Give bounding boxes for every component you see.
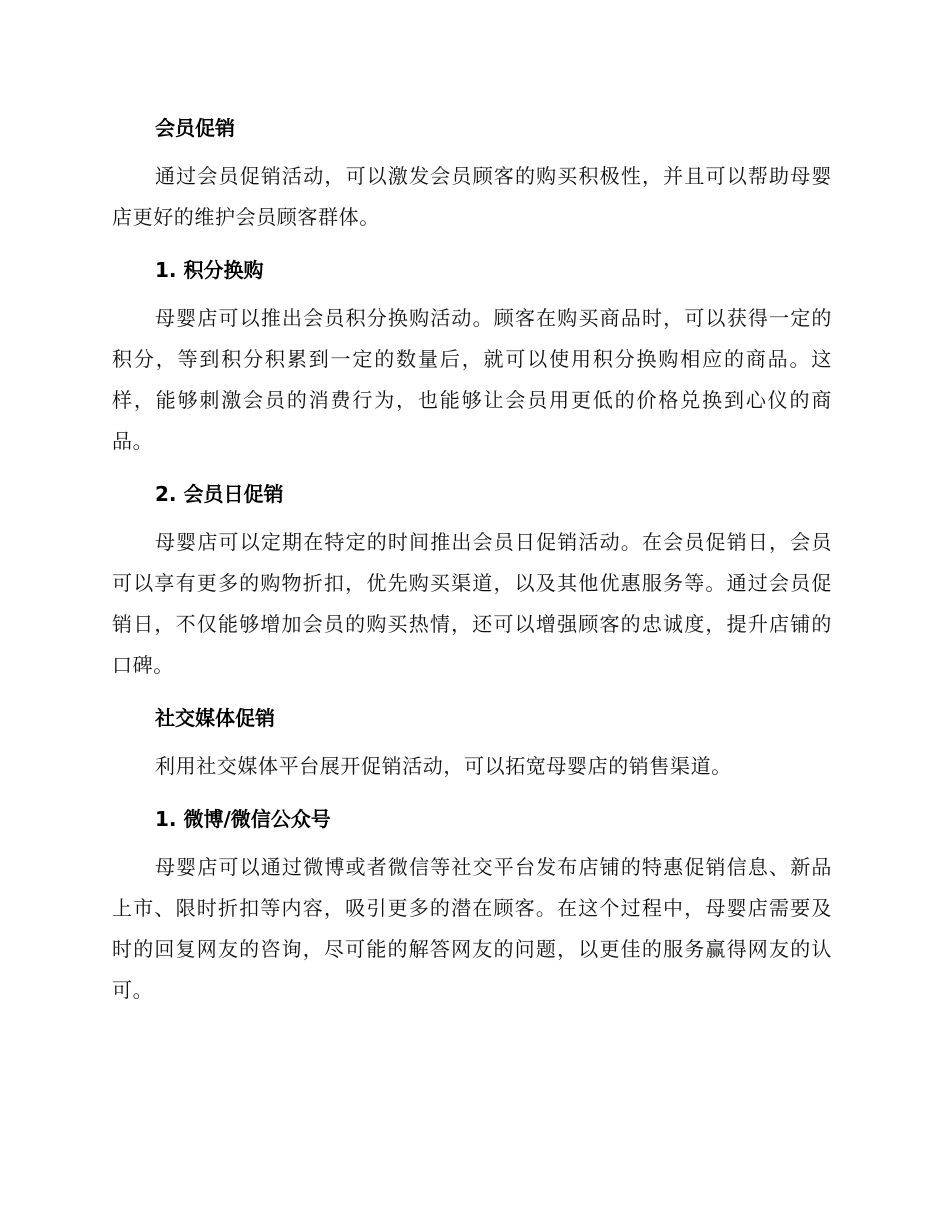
document-body — [112, 108, 832, 1023]
paragraph-member-promotion: 通过会员促销活动，可以激发会员顾客的购买积极性，并且可以帮助母婴店更好的维护会员顾客群体。 — [112, 164, 832, 229]
subheading-points-redemption: 1. 积分换购 — [155, 258, 264, 282]
subheading-member-day: 2. 会员日促销 — [155, 482, 284, 506]
paragraph-weibo-wechat: 母婴店可以通过微博或者微信等社交平台发布店铺的特惠促销信息、新品上市、限时折扣等内容，吸引更多的潜在顾客。在这个过程中，母婴店需要及时的回复网友的咨询，尽可能的解答网友的问题，以更佳的服务赢得网友的认可。 — [112, 855, 832, 1002]
paragraph-points-redemption: 母婴店可以推出会员积分换购活动。顾客在购买商品时，可以获得一定的积分，等到积分积累到一定的数量后，就可以使用积分换购相应的商品。这样，能够刺激会员的消费行为，也能够让会员用更低的价格兑换到心仪的商品。 — [112, 306, 832, 453]
section-heading-member-promotion: 会员促销 — [155, 116, 235, 140]
subheading-weibo-wechat: 1. 微博/微信公众号 — [155, 807, 331, 831]
paragraph-member-day: 母婴店可以定期在特定的时间推出会员日促销活动。在会员促销日，会员可以享有更多的购物折扣，优先购买渠道，以及其他优惠服务等。通过会员促销日，不仅能够增加会员的购买热情，还可以增强顾客的忠诚度，提升店铺的口碑。 — [112, 530, 832, 677]
paragraph-social-media: 利用社交媒体平台展开促销活动，可以拓宽母婴店的销售渠道。 — [155, 754, 732, 778]
section-heading-social-media: 社交媒体促销 — [155, 706, 275, 730]
